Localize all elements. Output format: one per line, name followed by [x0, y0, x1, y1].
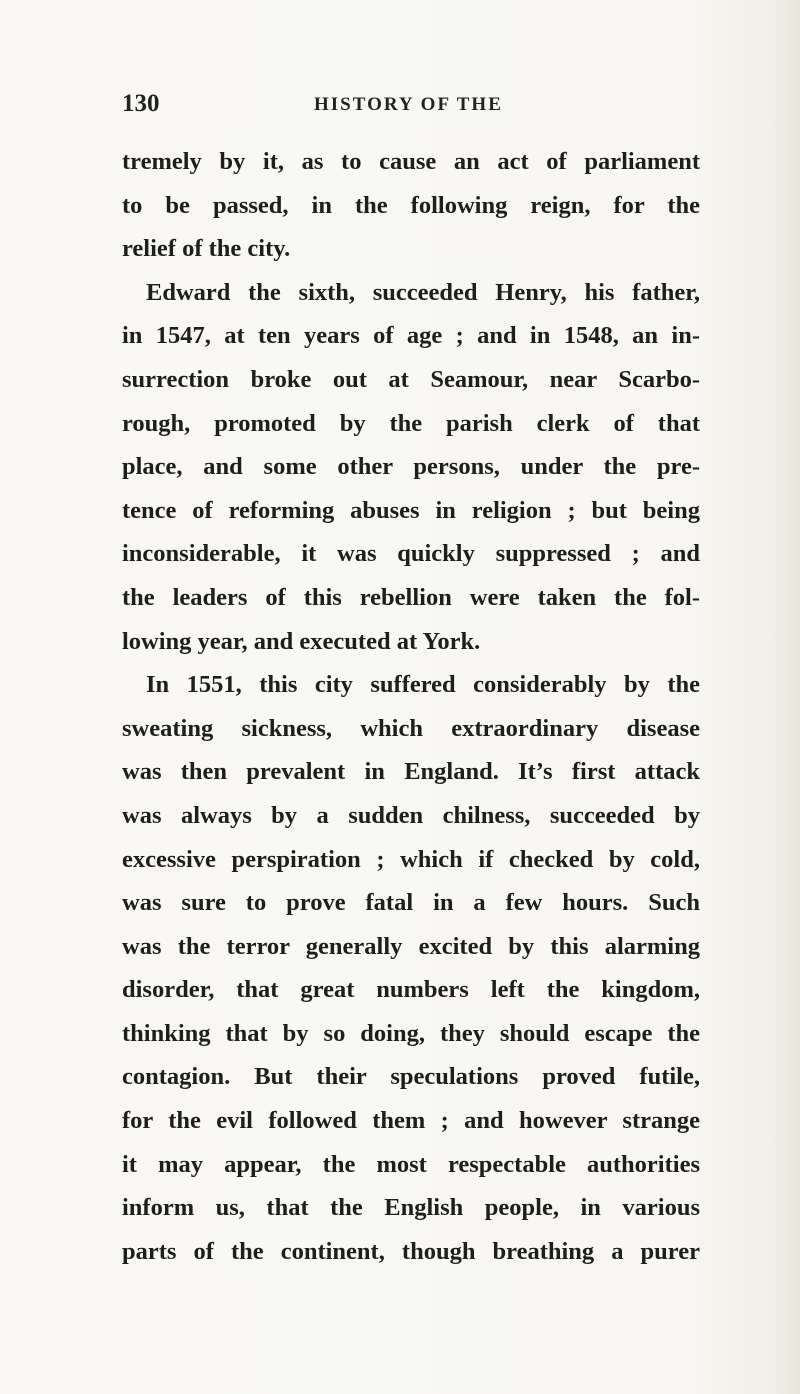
text-line: relief of the city.: [122, 235, 291, 263]
page-header: [122, 90, 682, 120]
text-line: to be passed, in the following reign, for the: [122, 191, 700, 219]
text-line: parts of the continent, though breathing a purer: [122, 1237, 700, 1265]
text-line: surrection broke out at Seamour, near Scarbo-: [122, 365, 700, 393]
text-line: for the evil followed them ; and however strange: [122, 1107, 700, 1135]
running-head: HISTORY OF THE: [314, 94, 503, 115]
text-line: tence of reforming abuses in religion ; but being: [122, 496, 700, 524]
text-line: place, and some other persons, under the pre-: [122, 453, 700, 481]
text-line: it may appear, the most respectable authorities: [122, 1150, 700, 1178]
text-line: disorder, that great numbers left the kingdom,: [122, 976, 700, 1004]
text-line: contagion. But their speculations proved futile,: [122, 1063, 700, 1091]
text-line: Edward the sixth, succeeded Henry, his father,: [146, 278, 700, 306]
text-line: thinking that by so doing, they should escape the: [122, 1019, 700, 1047]
text-line: was then prevalent in England. It’s first attack: [122, 758, 700, 786]
text-line: inform us, that the English people, in various: [122, 1194, 700, 1222]
text-line: excessive perspiration ; which if checked by cold,: [122, 845, 700, 873]
text-line: inconsiderable, it was quickly suppressed ; and: [122, 540, 700, 568]
text-line: was always by a sudden chilness, succeeded by: [122, 801, 700, 829]
text-line: was sure to prove fatal in a few hours. Such: [122, 889, 700, 917]
text-line: sweating sickness, which extraordinary disease: [122, 714, 700, 742]
body-text: [122, 140, 700, 1273]
text-line: in 1547, at ten years of age ; and in 1548, an in-: [122, 322, 700, 350]
text-line: rough, promoted by the parish clerk of that: [122, 409, 700, 437]
page-number: 130: [122, 90, 160, 117]
text-line: the leaders of this rebellion were taken the fol-: [122, 583, 700, 611]
text-line: tremely by it, as to cause an act of parliament: [122, 148, 700, 175]
text-line: lowing year, and executed at York.: [122, 627, 481, 655]
text-line: was the terror generally excited by this alarming: [122, 932, 700, 960]
text-line: In 1551, this city suffered considerably by the: [146, 671, 700, 699]
